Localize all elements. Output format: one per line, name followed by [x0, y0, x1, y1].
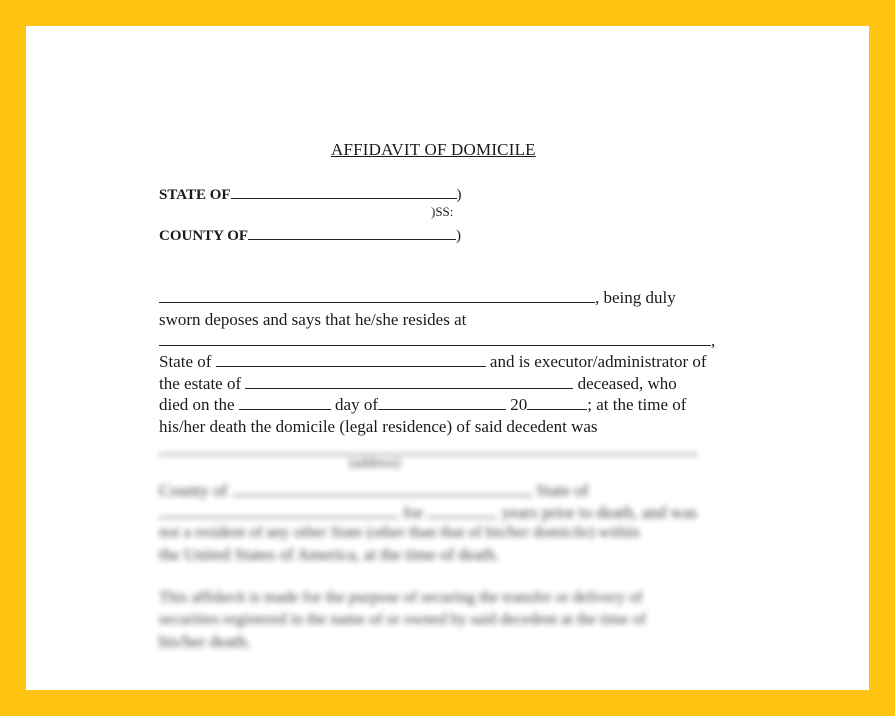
died-on-label: died on the: [159, 395, 235, 414]
document-title: AFFIDAVIT OF DOMICILE: [331, 140, 536, 159]
county-blank: [248, 225, 456, 240]
state-of-label-2: , State of: [527, 481, 589, 500]
document-page: [26, 26, 869, 690]
year-prefix: 20: [510, 395, 528, 414]
year-blank: [527, 395, 587, 410]
day-blank: [239, 395, 331, 410]
estate-of-label: the estate of: [159, 374, 242, 393]
time-of-text: ; at the time of: [587, 395, 687, 414]
residence-blank: [159, 331, 711, 346]
domicile-blank: [159, 440, 693, 455]
ss-label: )SS:: [431, 204, 454, 219]
domicile-address-line: [159, 440, 697, 460]
deponent-name-blank: [159, 288, 595, 303]
state-of-line: [159, 352, 707, 372]
death-date-line: [159, 395, 686, 415]
deponent-line: [159, 288, 676, 308]
for-text: for: [403, 503, 424, 522]
county-paren: ): [456, 228, 462, 244]
county-label: COUNTY OF: [159, 228, 249, 244]
state-of-blank: [216, 352, 486, 367]
being-duly-text: , being duly: [595, 288, 676, 307]
years-blank-b: [427, 503, 497, 518]
domicile-line: his/her death the domicile (legal residence) of said decedent was: [159, 417, 598, 436]
county-of-line: [159, 481, 589, 501]
purpose-line-2: securities registered in the name of or owned by said decedent at the time of: [159, 611, 646, 628]
years-blank-a: [159, 503, 399, 518]
state-blank: [231, 184, 457, 199]
state-label: STATE OF: [159, 187, 231, 203]
county-of-blank: [232, 481, 528, 496]
residence-line: [159, 331, 715, 351]
month-blank: [378, 395, 506, 410]
purpose-line-1: This affidavit is made for the purpose of securing the transfer or delivery of: [159, 589, 643, 606]
estate-blank: [245, 374, 573, 389]
estate-line: [159, 374, 677, 394]
usa-line: the United States of America, at the time of death.: [159, 545, 500, 564]
state-line: [159, 184, 462, 204]
years-prior-text: years prior to death, and was: [501, 503, 698, 522]
county-of-label: County of: [159, 481, 228, 500]
executor-text: and is executor/administrator of: [489, 352, 707, 371]
residence-comma: ,: [711, 331, 716, 350]
county-line: [159, 225, 461, 245]
state-of-label: State of: [159, 352, 212, 371]
domicile-comma: ,: [693, 440, 698, 459]
purpose-line-3: his/her death.: [159, 632, 251, 651]
day-of-label: day of: [335, 395, 379, 414]
resides-line: sworn deposes and says that he/she resides at: [159, 310, 467, 329]
resident-line: not a resident of any other State (other than that of his/her domicile) within: [159, 524, 640, 541]
state-paren: ): [456, 187, 462, 203]
address-caption: (address): [349, 456, 401, 471]
years-line: [159, 503, 697, 523]
deceased-text: deceased, who: [577, 374, 677, 393]
